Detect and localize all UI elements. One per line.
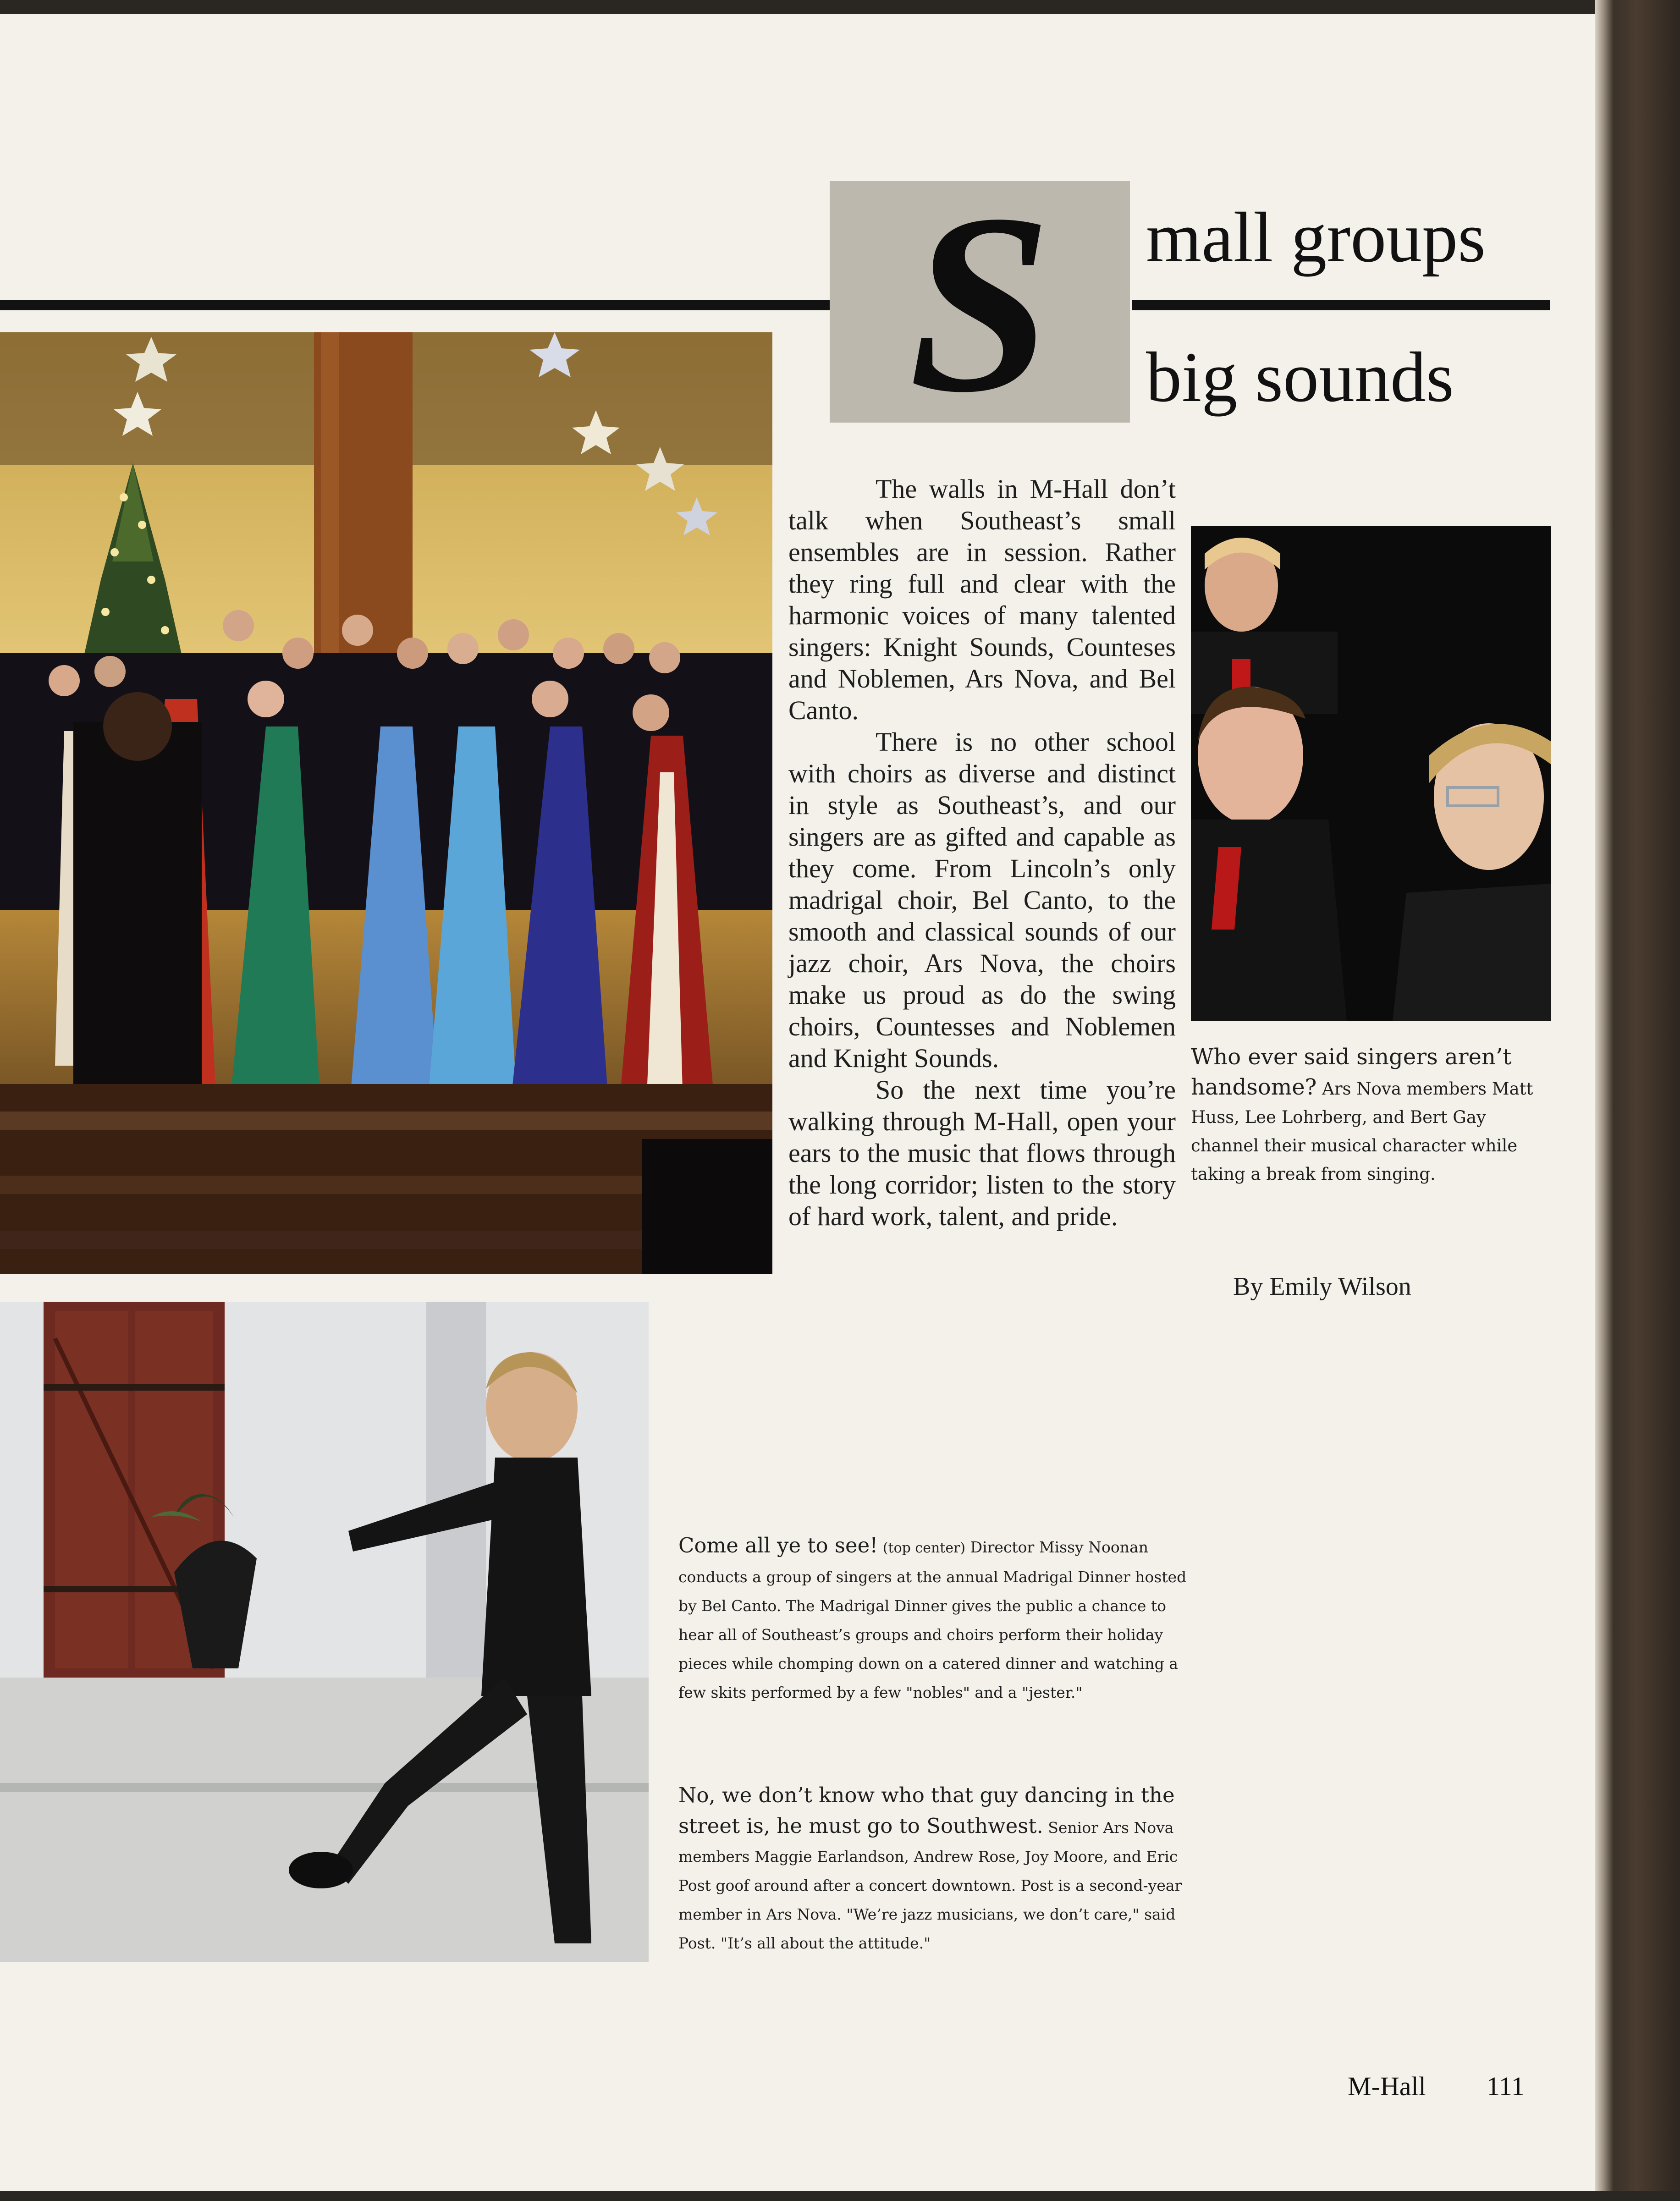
singers-photo-caption xyxy=(1191,1043,1553,1189)
singers-illustration xyxy=(1191,526,1551,1021)
ars-nova-members-photo xyxy=(1191,526,1551,1021)
choir-stage-illustration xyxy=(0,332,772,1274)
caption-lead: Who ever said singers aren’t handsome? xyxy=(1191,1044,1512,1100)
headline-line-2: big sounds xyxy=(1146,337,1454,417)
page-bottom-edge xyxy=(0,2191,1680,2201)
article-body xyxy=(788,473,1176,1232)
title-rule-left xyxy=(0,300,830,310)
book-spine-edge xyxy=(1595,0,1680,2201)
title-rule-right xyxy=(1132,300,1550,310)
byline: By Emily Wilson xyxy=(1233,1272,1411,1301)
street-photo-caption xyxy=(678,1781,1187,1958)
caption-lead: Come all ye to see! xyxy=(678,1533,878,1557)
body-paragraph: The walls in M-Hall don’t talk when Southeast’s small ensembles are in session. Rather they ring full and clear with the harmonic voices of many talented singers: Knight Sounds, Counteses and Noblemen, Ars Nova, and Bel Canto. xyxy=(788,474,1176,725)
caption-text: Director Missy Noonan conducts a group of singers at the annual Madrigal Dinner hosted by Bel Canto. The Madrigal Dinner gives the public a chance to hear all of Southeast’s groups and choirs perform their holiday pieces while chomping down on a catered dinner and watching a few skits performed by a few "nobles" and a "jester." xyxy=(678,1538,1187,1701)
street-dancing-illustration xyxy=(0,1302,649,1962)
page-top-edge xyxy=(0,0,1680,14)
caption-aside: (top center) xyxy=(882,1540,966,1556)
folio-section-name: M-Hall xyxy=(1348,2071,1426,2101)
page-number: 111 xyxy=(1487,2071,1525,2101)
choir-stage-photo xyxy=(0,332,772,1274)
headline-line-1: mall groups xyxy=(1146,198,1486,277)
caption-lead: No, we don’t know who that guy dancing in the street is, he must go to Southwest. xyxy=(678,1783,1175,1838)
body-paragraph: So the next time you’re walking through M-Hall, open your ears to the music that flows through the long corridor; listen to the story of hard work, talent, and pride. xyxy=(788,1075,1176,1231)
svg-text:S: S xyxy=(909,181,1052,423)
drop-cap-letter xyxy=(830,181,1130,423)
street-dancing-photo xyxy=(0,1302,649,1962)
caption-text: Senior Ars Nova members Maggie Earlandson, Andrew Rose, Joy Moore, and Eric Post goof around after a concert downtown. Post is a second-year member in Ars Nova. "We’re jazz musicians, we don’t care," said Post. "It’s all about the attitude." xyxy=(678,1819,1182,1952)
drop-cap-box xyxy=(830,181,1130,423)
body-paragraph: There is no other school with choirs as diverse and distinct in style as Southeast’s, and our singers are as gifted and capable as they come. From Lincoln’s only madrigal choir, Bel Canto, to the smooth and classical sounds of our jazz choir, Ars Nova, the choirs make us proud as do the swing choirs, Countesses and Noblemen and Knight Sounds. xyxy=(788,727,1176,1073)
madrigal-photo-caption xyxy=(678,1531,1187,1707)
caption-text: Ars Nova members Matt Huss, Lee Lohrberg, and Bert Gay channel their musical character while taking a break from singing. xyxy=(1191,1079,1533,1184)
